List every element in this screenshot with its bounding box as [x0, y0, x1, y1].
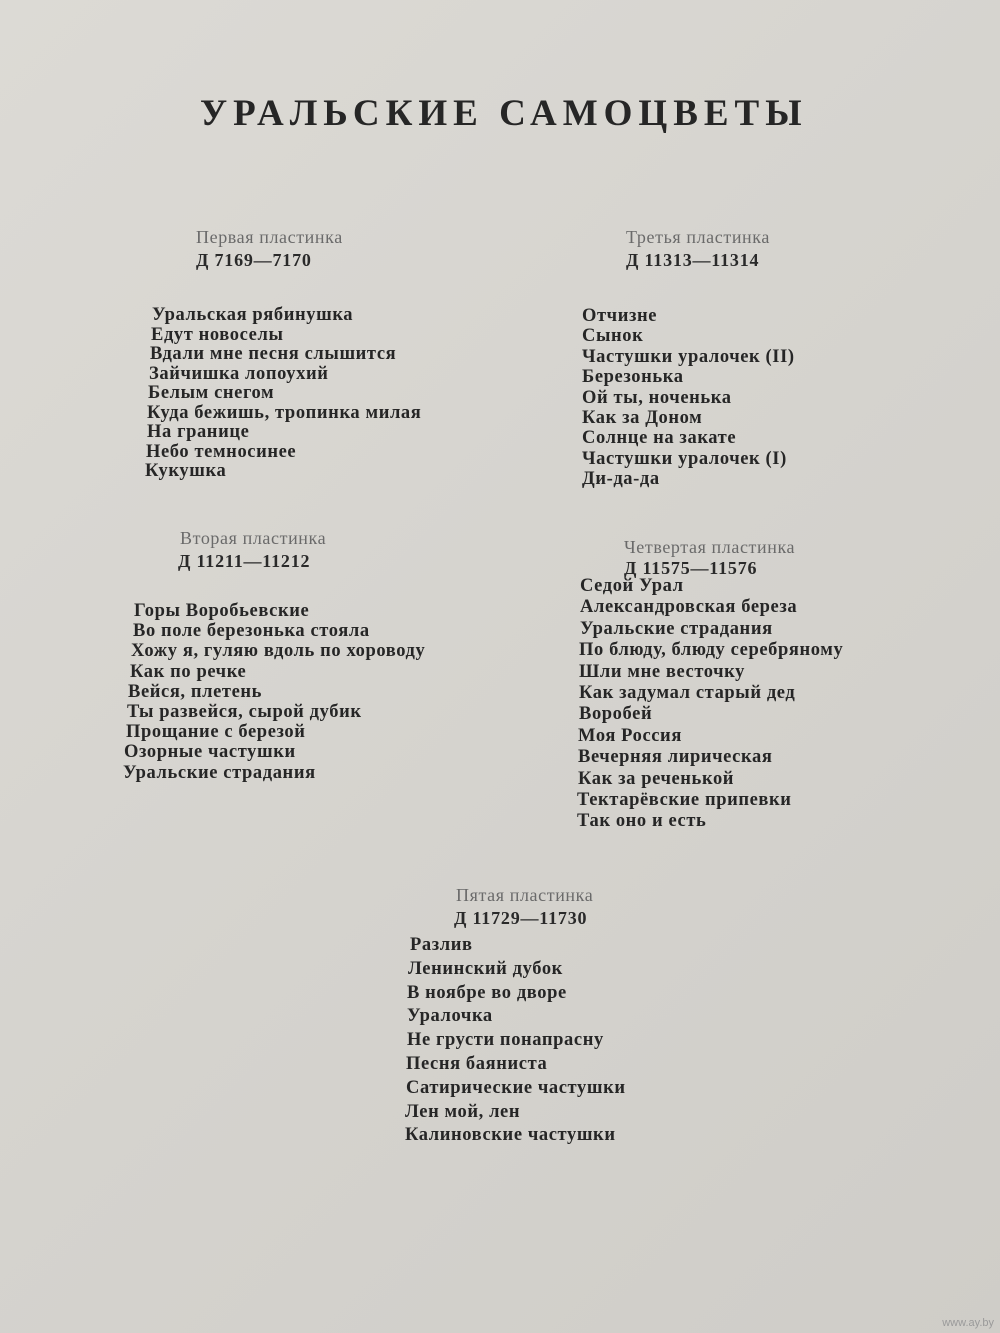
song-title: Прощание с березой — [126, 722, 306, 743]
song-title: Как за Доном — [582, 407, 703, 428]
song-title: Ты развейся, сырой дубик — [127, 701, 362, 722]
song-title: Зайчишка лопоухий — [149, 363, 329, 384]
song-title: Уралочка — [407, 1006, 493, 1027]
song-title: Тектарёвские припевки — [577, 789, 792, 810]
song-title: Солнце на закате — [582, 428, 737, 449]
record-code: Д 11729—11730 — [454, 908, 588, 928]
song-title: В ноябре во дворе — [407, 982, 567, 1003]
song-title: Как по речке — [130, 661, 247, 682]
record-heading: Вторая пластинка — [180, 528, 327, 548]
song-title: Кукушка — [145, 461, 227, 481]
record-second — [122, 527, 425, 783]
song-list — [122, 601, 425, 783]
record-heading: Четвертая пластинка — [624, 537, 796, 557]
song-title: На границе — [147, 422, 250, 442]
song-title: Не грусти понапрасну — [407, 1030, 604, 1051]
song-title: Вечерняя лирическая — [578, 747, 773, 768]
record-code: Д 7169—7170 — [196, 250, 312, 270]
song-title: Седой Урал — [580, 576, 684, 596]
record-fifth — [402, 884, 626, 1148]
song-title: Песня баяниста — [406, 1053, 548, 1074]
watermark-text: www.ay.by — [942, 1317, 994, 1329]
song-title: Лен мой, лен — [405, 1101, 521, 1122]
song-title: Ленинский дубок — [408, 958, 563, 979]
song-title: Моя Россия — [578, 725, 682, 746]
song-list — [402, 934, 626, 1148]
song-title: Шли мне весточку — [579, 661, 746, 682]
song-list — [576, 576, 843, 833]
record-heading: Первая пластинка — [196, 227, 343, 247]
record-code: Д 11313—11314 — [626, 250, 760, 270]
song-title: Вейся, плетень — [128, 681, 263, 702]
song-title: Куда бежишь, тропинка милая — [147, 402, 422, 423]
record-code: Д 11575—11576 — [624, 558, 758, 578]
record-heading: Пятая пластинка — [456, 885, 594, 905]
song-title: Березонька — [582, 367, 684, 388]
song-title: Уральские страдания — [580, 618, 773, 639]
page-title: УРАЛЬСКИЕ САМОЦВЕТЫ — [200, 93, 808, 134]
song-list — [146, 306, 421, 482]
song-title: Уральская рябинушка — [152, 305, 354, 325]
song-title: Вдали мне песня слышится — [150, 344, 397, 364]
song-title: Как за реченькой — [578, 768, 735, 789]
record-code: Д 11211—11212 — [178, 551, 311, 571]
record-fourth — [576, 536, 843, 833]
song-title: Хожу я, гуляю вдоль по хороводу — [131, 641, 426, 662]
song-title: Как задумал старый дед — [579, 682, 796, 703]
song-title: Так оно и есть — [577, 811, 707, 832]
song-list — [582, 306, 795, 490]
record-heading: Третья пластинка — [626, 227, 770, 247]
song-title: Во поле березонька стояла — [133, 621, 370, 642]
song-title: Ди-да-да — [582, 469, 660, 490]
song-title: Сатирические частушки — [406, 1077, 626, 1098]
record-third — [582, 226, 795, 490]
song-title: Уральские страдания — [123, 762, 316, 783]
song-title: Частушки уралочек (II) — [582, 346, 795, 367]
song-title: Небо темносинее — [146, 441, 297, 462]
song-title: Частушки уралочек (I) — [582, 448, 787, 469]
song-title: Горы Воробьевские — [134, 601, 310, 621]
song-title: Ой ты, ноченька — [582, 387, 732, 408]
song-title: Разлив — [410, 935, 473, 955]
song-title: Отчизне — [582, 306, 658, 326]
record-first — [146, 226, 421, 482]
song-title: Калиновские частушки — [405, 1125, 616, 1146]
song-title: Едут новоселы — [151, 324, 284, 345]
song-title: Воробей — [579, 704, 653, 725]
song-title: Озорные частушки — [124, 742, 296, 763]
song-title: По блюду, блюду серебряному — [579, 640, 844, 661]
song-title: Белым снегом — [148, 383, 275, 403]
song-title: Александровская береза — [580, 597, 798, 618]
song-title: Сынок — [582, 326, 644, 347]
